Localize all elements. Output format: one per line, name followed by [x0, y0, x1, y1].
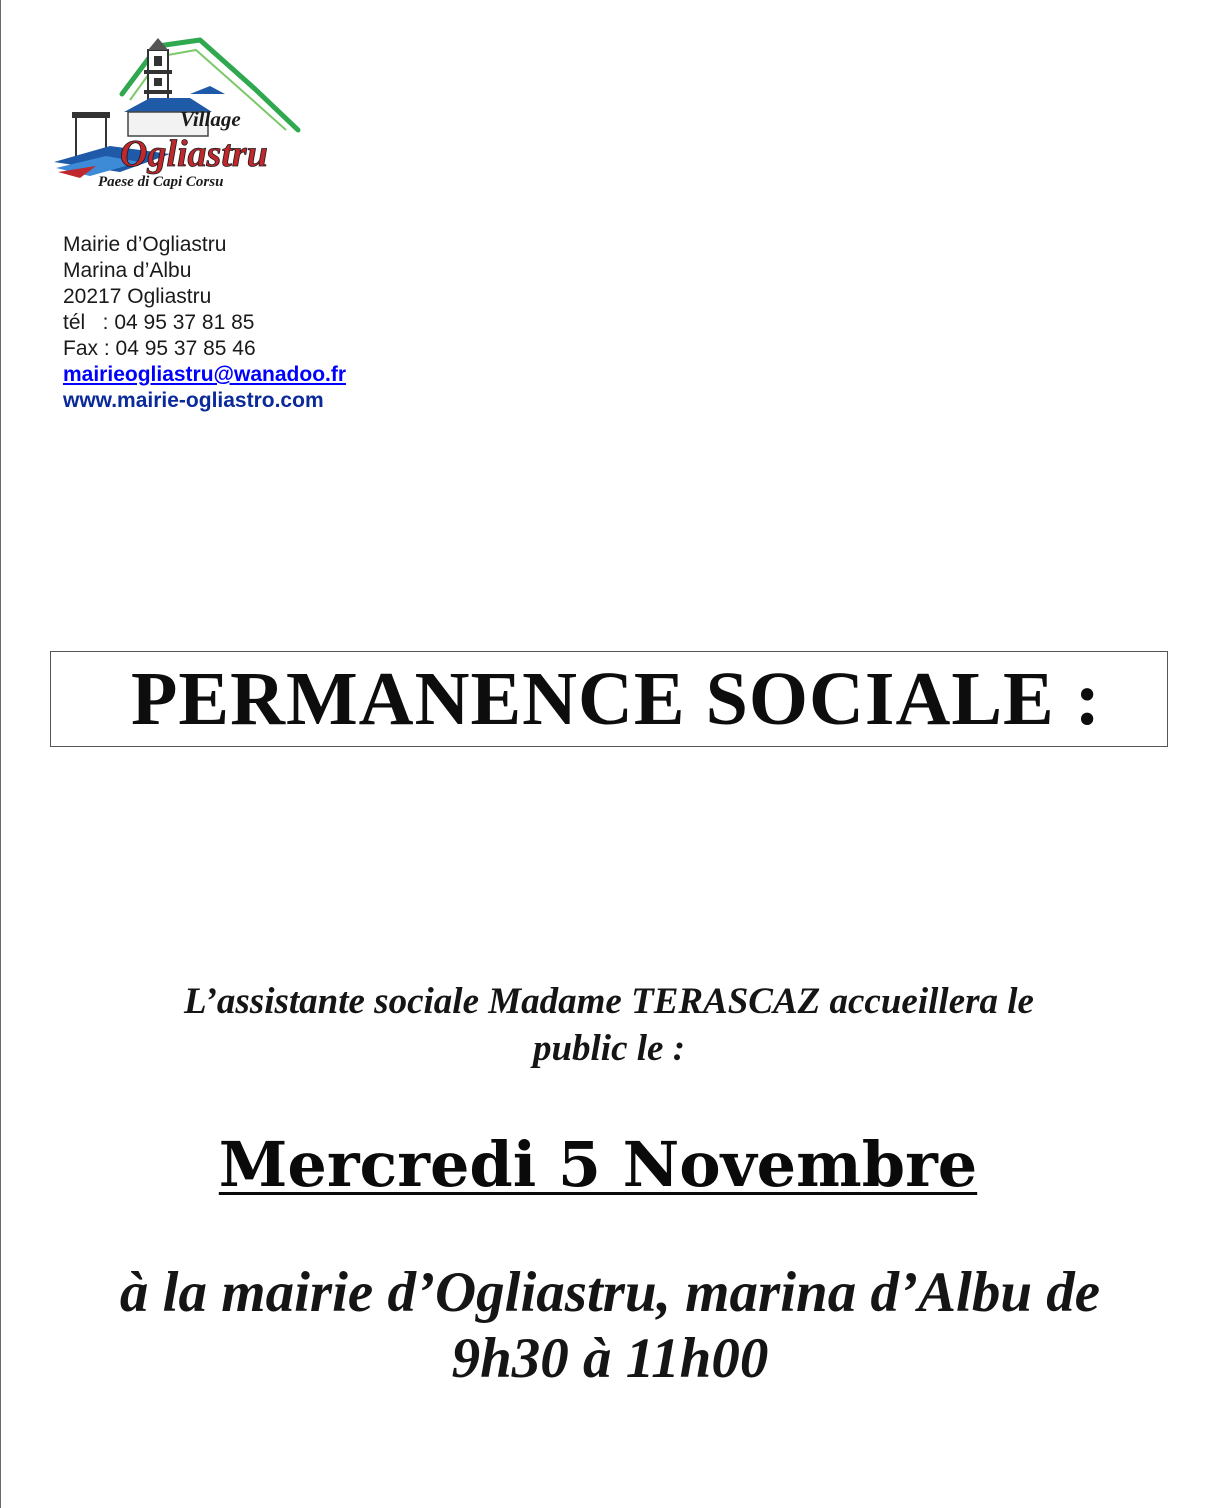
event-date-text: Mercredi 5 Novembre — [218, 1128, 978, 1201]
address-line-marina: Marina d’Albu — [63, 259, 192, 282]
logo-word-ogliastru: Ogliastru — [120, 133, 268, 175]
page-title: PERMANENCE SOCIALE : — [130, 656, 1102, 741]
page-edge — [0, 0, 1, 1508]
logo-word-village: Village — [180, 107, 241, 131]
event-time: 9h30 à 11h00 — [451, 1327, 769, 1390]
intro-line-1: L’assistante sociale Madame TERASCAZ accueillera le — [184, 981, 1034, 1022]
title-box — [50, 651, 1168, 747]
village-logo — [50, 34, 302, 194]
event-place-line-1: à la mairie d’Ogliastru, marina d’Albu de — [119, 1261, 1101, 1324]
website-link[interactable]: www.mairie-ogliastro.com — [63, 389, 324, 412]
email-link[interactable]: mairieogliastru@wanadoo.fr — [63, 363, 347, 386]
address-block — [63, 232, 346, 414]
event-place — [40, 1260, 1180, 1392]
address-fax: Fax : 04 95 37 85 46 — [63, 337, 256, 360]
logo-tagline: Paese di Capi Corsu — [98, 174, 224, 190]
address-phone: tél : 04 95 37 81 85 — [63, 311, 255, 334]
address-line-mairie: Mairie d’Ogliastru — [63, 233, 227, 256]
event-date — [0, 1125, 1196, 1205]
address-line-postcode: 20217 Ogliastru — [63, 285, 212, 308]
intro-line-2: public le : — [532, 1028, 686, 1069]
intro-text — [100, 978, 1118, 1072]
